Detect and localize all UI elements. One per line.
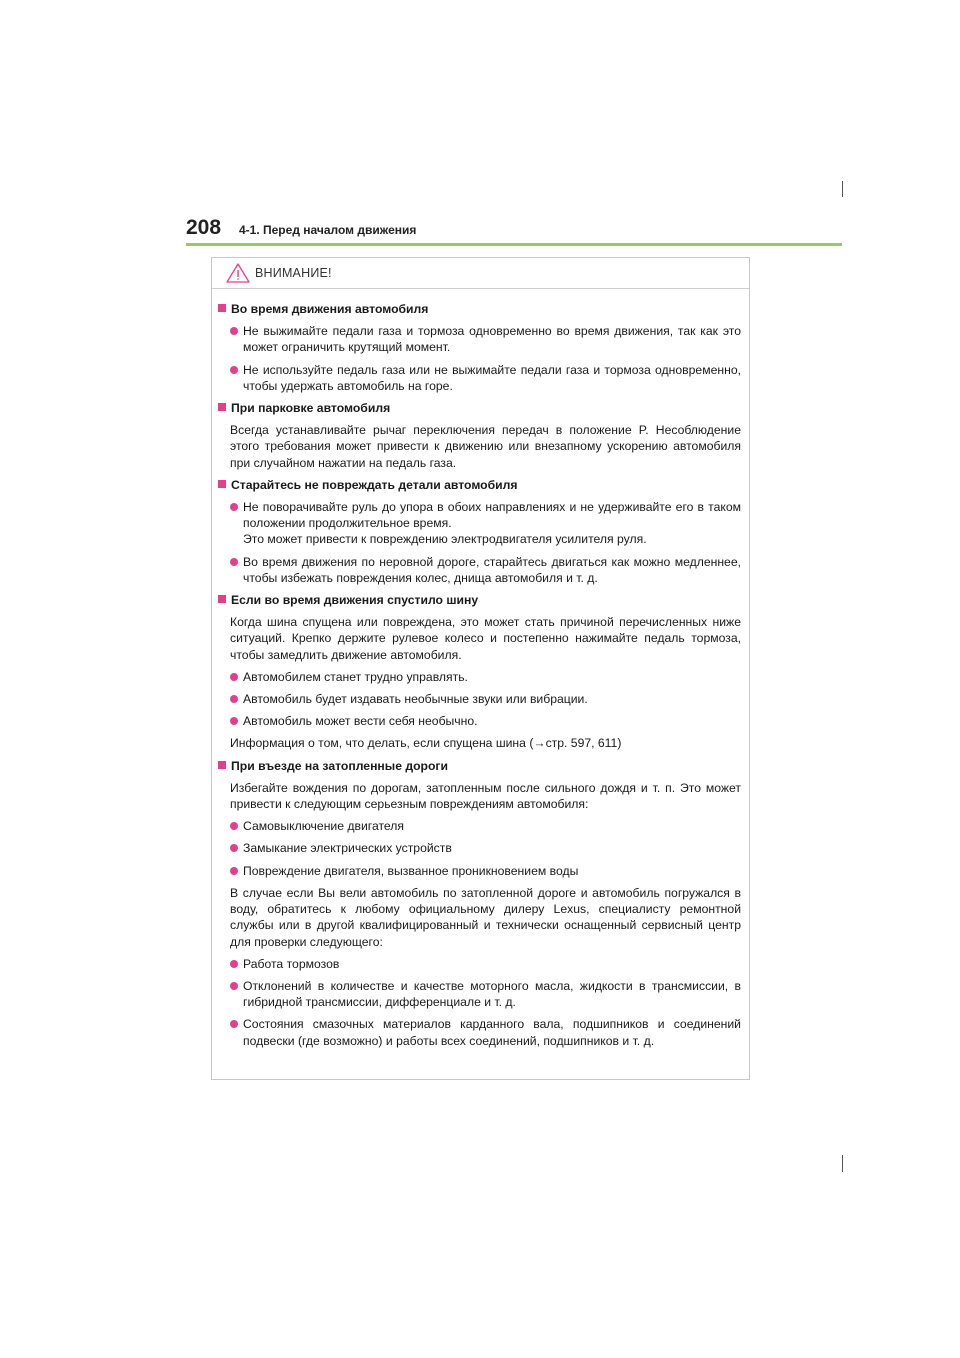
bullet-dot-icon <box>230 822 238 830</box>
list-item: Состояния смазочных материалов карданного вала, подшипников и соединений подвески (где возможно) и работы всех соединений, подшипников и т. д. <box>218 1016 741 1048</box>
warning-body <box>212 289 749 1049</box>
section-heading: Если во время движения спустило шину <box>231 593 479 608</box>
paragraph: Всегда устанавливайте рычаг переключения передач в положение P. Несоблюдение этого требования может привести к движению или внезапному ускорению автомобиля при случайном нажатии на педаль газа. <box>230 423 741 470</box>
bullet-dot-icon <box>230 558 238 566</box>
square-bullet-icon <box>218 403 226 411</box>
crop-mark-bottom <box>842 1155 843 1172</box>
bullet-dot-icon <box>230 867 238 875</box>
bullet-dot-icon <box>230 960 238 968</box>
square-bullet-icon <box>218 595 226 603</box>
section-heading: При въезде на затопленные дороги <box>231 758 448 773</box>
section-parking <box>218 400 741 471</box>
paragraph: Когда шина спущена или повреждена, это может стать причиной перечисленных ниже ситуаций. Крепко держите рулевое колесо и постепенно нажимайте педаль тормоза, чтобы замедлить движение автомобиля. <box>230 615 741 662</box>
list-item: Самовыключение двигателя <box>218 818 741 834</box>
list-item: Не поворачивайте руль до упора в обоих направлениях и не удерживайте его в таком положении продолжительное время. Это может привести к повреждению электродвигателя усилителя руля. <box>218 499 741 548</box>
section-heading: Во время движения автомобиля <box>231 302 429 316</box>
crop-mark-top <box>842 181 843 197</box>
bullet-dot-icon <box>230 844 238 852</box>
list-item: Замыкание электрических устройств <box>218 840 741 856</box>
list-item: Автомобиль будет издавать необычные звуки или вибрации. <box>218 691 741 707</box>
bullet-dot-icon <box>230 673 238 681</box>
section-flooded-roads <box>218 758 741 1049</box>
section-heading: При парковке автомобиля <box>231 401 391 416</box>
list-item: Автомобилем станет трудно управлять. <box>218 669 741 685</box>
warning-header <box>212 258 749 289</box>
list-item: Автомобиль может вести себя необычно. <box>218 713 741 729</box>
warning-title: ВНИМАНИЕ! <box>255 266 332 280</box>
header-rule <box>186 243 842 246</box>
bullet-dot-icon <box>230 717 238 725</box>
list-item: Работа тормозов <box>218 956 741 972</box>
square-bullet-icon <box>218 761 226 769</box>
section-avoid-damage <box>218 477 741 586</box>
bullet-dot-icon <box>230 503 238 511</box>
warning-box <box>211 257 750 1080</box>
page-number: 208 <box>186 216 222 239</box>
bullet-dot-icon <box>230 1020 238 1028</box>
section-flat-tire <box>218 592 741 752</box>
list-item: Отклонений в количестве и качестве моторного масла, жидкости в трансмиссии, в гибридной трансмиссии, дифференциале и т. д. <box>218 978 741 1010</box>
bullet-dot-icon <box>230 695 238 703</box>
bullet-dot-icon <box>230 366 238 374</box>
section-driving <box>218 301 741 394</box>
warning-triangle-icon <box>226 263 250 283</box>
list-item: Не выжимайте педали газа и тормоза одновременно во время движения, так как это может ограничить крутящий момент. <box>218 323 741 355</box>
section-heading: Старайтесь не повреждать детали автомобиля <box>231 477 518 492</box>
list-item: Во время движения по неровной дороге, старайтесь двигаться как можно медленнее, чтобы избежать повреждения колес, днища автомобиля и т. д. <box>218 554 741 586</box>
square-bullet-icon <box>218 480 226 488</box>
paragraph: Избегайте вождения по дорогам, затопленным после сильного дождя и т. п. Это может привести к следующим серьезным повреждениям автомобиля: <box>230 780 741 812</box>
bullet-dot-icon <box>230 327 238 335</box>
list-item: Повреждение двигателя, вызванное проникновением воды <box>218 863 741 879</box>
list-item: Не используйте педаль газа или не выжимайте педали газа и тормоза одновременно, чтобы удержать автомобиль на горе. <box>218 362 741 394</box>
square-bullet-icon <box>218 304 226 312</box>
page-reference-note: Информация о том, что делать, если спущена шина (→стр. 597, 611) <box>230 736 622 751</box>
bullet-dot-icon <box>230 982 238 990</box>
paragraph: В случае если Вы вели автомобиль по затопленной дороге и автомобиль погружался в воду, обратитесь к любому официальному дилеру Lexus, специалисту ремонтной службы или в другой квалифицированный и технически оснащенный сервисный центр для проверки следующего: <box>230 885 741 949</box>
section-title: 4-1. Перед началом движения <box>239 223 417 237</box>
